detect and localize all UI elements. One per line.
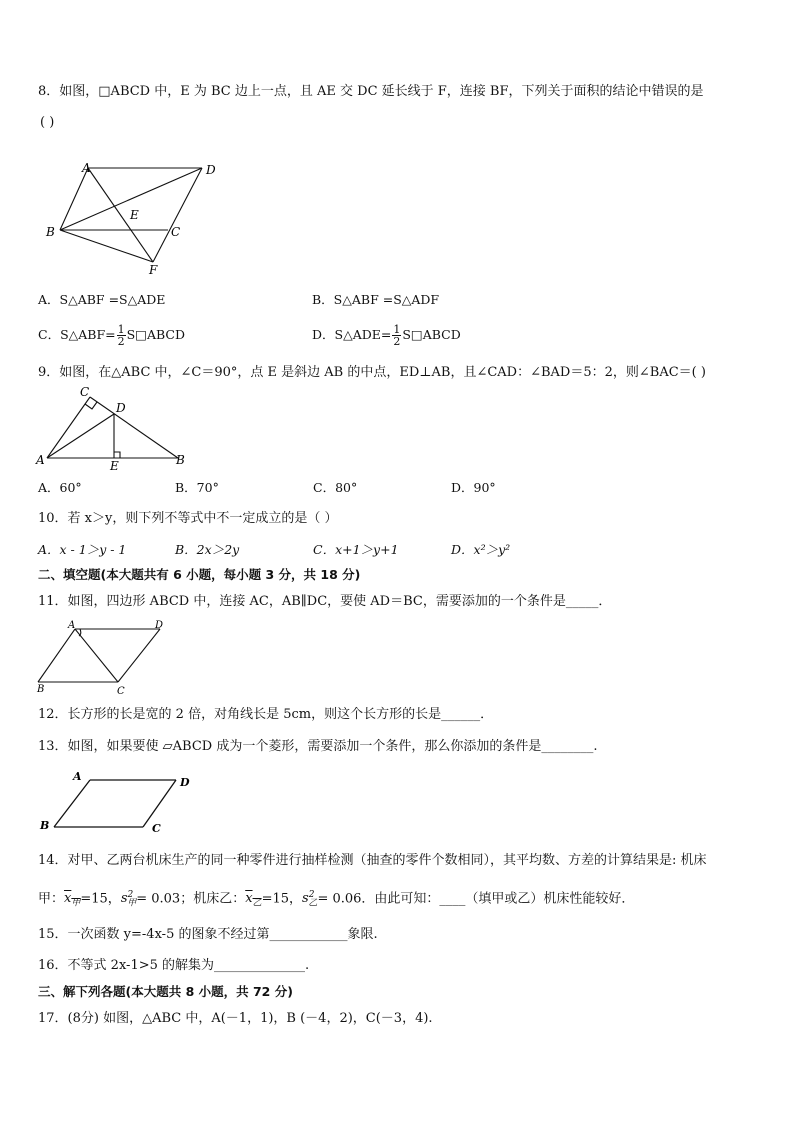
q14-variance-yi-s: s bbox=[302, 891, 309, 907]
q9-option-d: D．90° bbox=[451, 480, 496, 495]
q8-option-a: A．S△ABF =S△ADE bbox=[38, 292, 166, 307]
q14-conclusion: = 0.06．由此可知：____（填甲或乙）机床性能较好． bbox=[317, 891, 635, 907]
q13-label-C: C bbox=[152, 822, 161, 835]
q13-label-A: A bbox=[73, 770, 82, 783]
q14-variance-jia-sub: 甲 bbox=[127, 898, 137, 909]
q14-line1: 14．对甲、乙两台机床生产的同一种零件进行抽样检测（抽查的零件个数相同），其平均数、方差的计算结果是: 机床 bbox=[38, 853, 707, 868]
q8-label-A: A bbox=[82, 161, 91, 175]
q9-stem: 9．如图，在△ABC 中，∠C＝90°，点 E 是斜边 AB 的中点，ED⊥AB，且∠CAD：∠BAD＝5：2，则∠BAC＝( ) bbox=[38, 365, 706, 380]
q14-variance-jia-symbol bbox=[120, 890, 137, 909]
q15-stem: 15．一次函数 y=-4x-5 的图象不经过第____________象限. bbox=[38, 927, 378, 942]
squared-superscript: 2 bbox=[127, 890, 134, 900]
squared-superscript: 2 bbox=[308, 890, 315, 900]
q8-option-c-fraction bbox=[117, 324, 126, 347]
q14-jia-prefix: 甲： bbox=[38, 891, 65, 907]
q11-label-A: A bbox=[68, 620, 76, 631]
q8-option-d-denominator: 2 bbox=[393, 335, 401, 348]
q10-option-c: C．x+1＞y+1 bbox=[313, 542, 399, 557]
q8-label-D: D bbox=[206, 163, 216, 177]
q9-option-c: C．80° bbox=[313, 480, 358, 495]
q8-option-b: B．S△ABF =S△ADF bbox=[312, 292, 440, 307]
q8-label-E: E bbox=[130, 208, 139, 222]
q16-stem: 16．不等式 2x-1>5 的解集为______________. bbox=[38, 958, 310, 973]
q8-label-F: F bbox=[149, 263, 158, 277]
q8-option-d-numerator: 1 bbox=[393, 323, 401, 336]
q14-variance-yi-symbol bbox=[302, 890, 318, 909]
q9-label-B: B bbox=[176, 453, 185, 467]
q8-stem: 8．如图，□ABCD 中，E 为 BC 边上一点，且 AE 交 DC 延长线于 F，连接 BF，下列关于面积的结论中错误的是 bbox=[38, 84, 704, 99]
q17-stem: 17．(8分) 如图，△ABC 中，A(－1，1)，B (－4，2)，C(－3，4). bbox=[38, 1011, 433, 1026]
q8-label-C: C bbox=[171, 225, 181, 239]
q8-option-d-lhs: D．S△ADE= bbox=[312, 327, 392, 342]
q10-option-d: D．x²＞y² bbox=[451, 542, 511, 557]
q11-label-D: D bbox=[155, 620, 164, 631]
q13-label-D: D bbox=[180, 776, 190, 789]
q13-label-B: B bbox=[40, 819, 50, 832]
q9-label-D: D bbox=[116, 401, 126, 415]
q14-line2 bbox=[38, 887, 634, 912]
q10-stem: 10．若 x＞y，则下列不等式中不一定成立的是（ ） bbox=[38, 511, 338, 526]
q8-option-c-rhs: S□ABCD bbox=[126, 327, 186, 342]
q14-mean-yi-sub: 乙 bbox=[252, 898, 262, 909]
q13-stem: 13．如图，如果要使 ▱ABCD 成为一个菱形，需要添加一个条件，那么你添加的条件是________. bbox=[38, 739, 598, 754]
q8-option-d-fraction bbox=[392, 324, 401, 347]
q14-variance-yi-sub: 乙 bbox=[308, 898, 318, 909]
q8-option-d bbox=[312, 320, 461, 350]
q11-label-C: C bbox=[117, 686, 125, 697]
q12-stem: 12．长方形的长是宽的 2 倍，对角线长是 5cm，则这个长方形的长是______． bbox=[38, 707, 494, 722]
q14-mean-yi-x: x bbox=[245, 891, 253, 907]
q8-answer-paren: ( ) bbox=[40, 115, 55, 130]
q14-mean-yi-value: =15， bbox=[261, 891, 303, 907]
q9-option-b: B．70° bbox=[175, 480, 219, 495]
q8-label-B: B bbox=[46, 225, 55, 239]
q9-label-E: E bbox=[110, 459, 119, 473]
q14-mean-jia-sub: 甲 bbox=[71, 898, 81, 909]
q11-stem: 11．如图，四边形 ABCD 中，连接 AC，AB∥DC，要使 AD＝BC，需要添加的一个条件是_____． bbox=[38, 594, 612, 609]
q10-option-a: A．x - 1＞y - 1 bbox=[38, 542, 127, 557]
q8-option-c bbox=[38, 320, 185, 350]
q9-label-C: C bbox=[80, 385, 90, 399]
q14-variance-jia-value: = 0.03；机床乙： bbox=[136, 891, 246, 907]
section-2-heading: 二、填空题(本大题共有 6 小题，每小题 3 分，共 18 分) bbox=[38, 567, 361, 582]
q14-variance-jia-s: s bbox=[120, 891, 128, 907]
q14-mean-yi-symbol bbox=[245, 891, 262, 909]
q10-option-b: B．2x＞2y bbox=[175, 542, 240, 557]
q14-mean-jia-symbol bbox=[64, 891, 81, 909]
q14-mean-jia-value: =15， bbox=[80, 891, 121, 907]
q11-label-B: B bbox=[37, 684, 45, 695]
q8-option-c-denominator: 2 bbox=[117, 335, 125, 348]
q9-label-A: A bbox=[36, 453, 45, 467]
q8-option-c-numerator: 1 bbox=[117, 323, 125, 336]
section-3-heading: 三、解下列各题(本大题共 8 小题，共 72 分) bbox=[38, 984, 293, 999]
q9-option-a: A．60° bbox=[38, 480, 82, 495]
q14-mean-jia-x: x bbox=[64, 891, 72, 907]
q8-option-c-lhs: C．S△ABF= bbox=[38, 327, 116, 342]
q8-option-d-rhs: S□ABCD bbox=[402, 327, 461, 342]
